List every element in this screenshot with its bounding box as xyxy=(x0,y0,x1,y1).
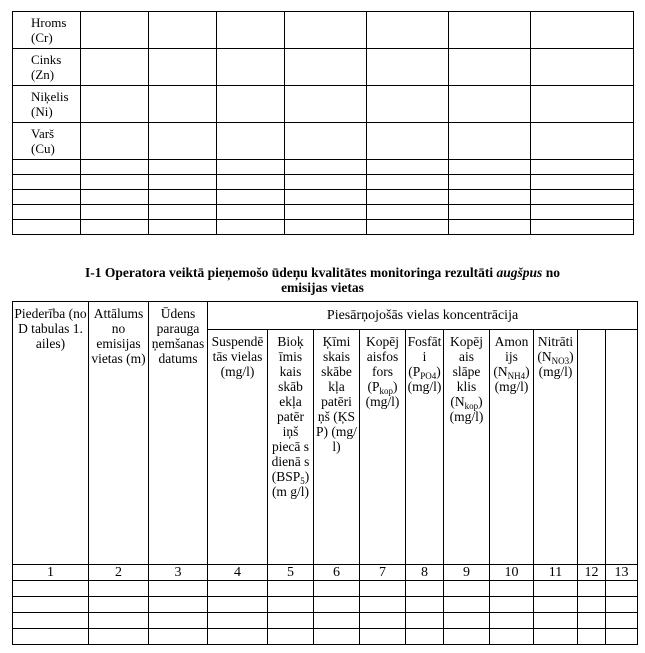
header-row xyxy=(13,302,638,330)
column-number: 5 xyxy=(268,565,314,581)
table-row xyxy=(13,160,634,175)
column-number: 2 xyxy=(89,565,149,581)
column-number-row xyxy=(13,565,638,581)
col-header-sample-date: Ūdens parauga ņemšanas datums xyxy=(149,302,208,565)
column-number: 13 xyxy=(606,565,638,581)
column-number: 11 xyxy=(534,565,578,581)
row-label: Cinks (Zn) xyxy=(13,49,81,86)
column-number: 9 xyxy=(444,565,490,581)
col-header-distance: Attālums no emisijas vietas (m) xyxy=(89,302,149,565)
col-header-cod: Ķīmi skais skābe kļa patēri ņš (ĶS P) (mg/ l) xyxy=(314,330,360,565)
col-header-nitrates: Nitrāti $(N_{NO3})$ (mg/l) xyxy=(534,330,578,565)
row-label: Varš (Cu) xyxy=(13,123,81,160)
table-row xyxy=(13,629,638,645)
col-header-empty-13 xyxy=(606,330,638,565)
table-row xyxy=(13,581,638,597)
col-header-suspended: Suspendē tās vielas (mg/l) xyxy=(208,330,268,565)
col-header-total-nitrogen: Kopēj ais slāpe klis $(N_{kop})$ (mg/l) xyxy=(444,330,490,565)
table-row xyxy=(13,12,634,49)
column-number: 6 xyxy=(314,565,360,581)
metals-table xyxy=(12,11,634,235)
col-header-total-phosphorus: Kopēj aisfos fors $(P_{kop})$ (mg/l) xyxy=(360,330,406,565)
table-row xyxy=(13,597,638,613)
column-number: 8 xyxy=(406,565,444,581)
table-row xyxy=(13,190,634,205)
row-label: Hroms (Cr) xyxy=(13,12,81,49)
table-row xyxy=(13,49,634,86)
col-header-phosphates: Fosfāt i $(P_{PO4})$ (mg/l) xyxy=(406,330,444,565)
table-row xyxy=(13,175,634,190)
column-number: 4 xyxy=(208,565,268,581)
table-row xyxy=(13,220,634,235)
col-header-affiliation: Piederība (no D tabulas 1. ailes) xyxy=(13,302,89,565)
table-row xyxy=(13,86,634,123)
table-row xyxy=(13,205,634,220)
column-number: 12 xyxy=(578,565,606,581)
col-header-concentration: Piesārņojošās vielas koncentrācija xyxy=(208,302,638,330)
monitoring-results-table xyxy=(12,301,638,645)
col-header-ammonium: Amon ijs $(N_{NH4})$ (mg/l) xyxy=(490,330,534,565)
column-number: 1 xyxy=(13,565,89,581)
col-header-empty-12 xyxy=(578,330,606,565)
row-label: Niķelis (Ni) xyxy=(13,86,81,123)
column-number: 7 xyxy=(360,565,406,581)
table-row xyxy=(13,613,638,629)
section-heading: I-1 Operatora veiktā pieņemošo ūdeņu kvalitātes monitoringa rezultāti augšpus no emisijas vietas xyxy=(85,265,560,295)
table-row xyxy=(13,123,634,160)
col-header-bod5: Bioķ īmis kais skāb ekļa patēr iņš piecā s dienā s $(BSP_5)(m$ g/l) xyxy=(268,330,314,565)
column-number: 10 xyxy=(490,565,534,581)
column-number: 3 xyxy=(149,565,208,581)
